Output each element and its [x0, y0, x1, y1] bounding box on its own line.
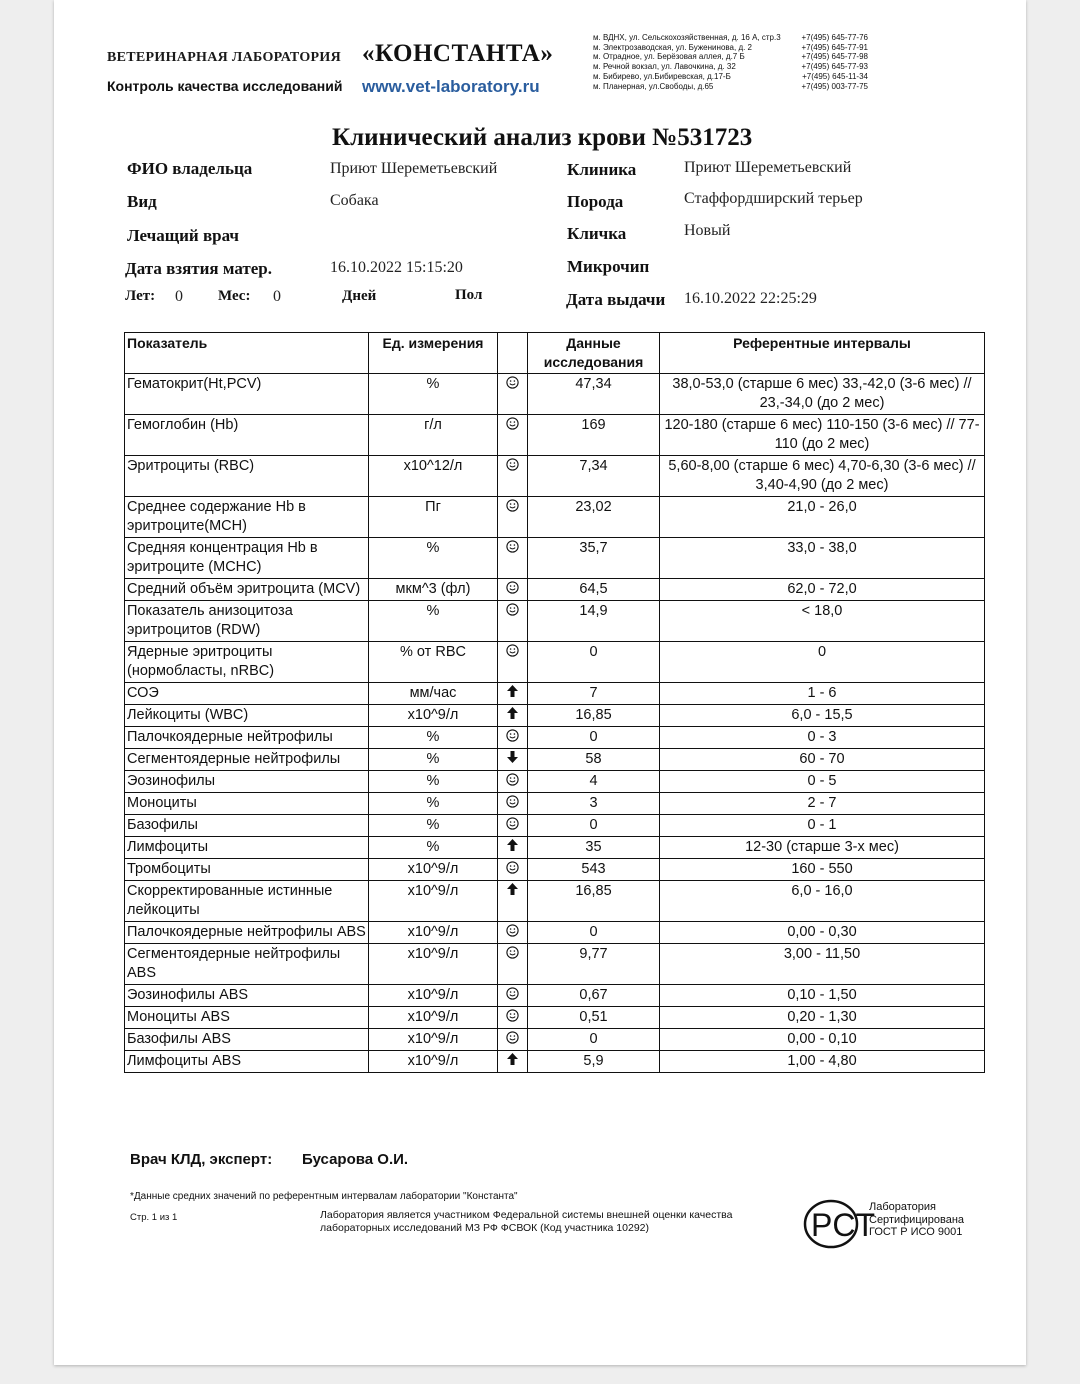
table-row: [125, 683, 985, 705]
reference-interval: 160 - 550: [660, 859, 985, 881]
reference-interval: 0 - 5: [660, 771, 985, 793]
reference-interval: 2 - 7: [660, 793, 985, 815]
indicator-name: Ядерные эритроциты (нормобласты, nRBC): [125, 642, 369, 683]
smiley-icon: [506, 730, 519, 745]
address-phone: +7(495) 003-77-75: [801, 81, 868, 91]
smiley-icon: [506, 818, 519, 833]
result-flag: [498, 538, 528, 579]
indicator-unit: x10^9/л: [369, 705, 498, 727]
indicator-name: Лейкоциты (WBC): [125, 705, 369, 727]
indicator-name: Скорректированные истинные лейкоциты: [125, 881, 369, 922]
result-value: 64,5: [528, 579, 660, 601]
table-row: [125, 456, 985, 497]
indicator-name: Палочкоядерные нейтрофилы: [125, 727, 369, 749]
lab-subtitle: Контроль качества исследований: [107, 78, 343, 94]
result-value: 16,85: [528, 881, 660, 922]
result-flag: [498, 374, 528, 415]
address-text: м. ВДНХ, ул. Сельскохозяйственная, д. 16 А, стр.3: [593, 33, 781, 42]
reference-interval: 0 - 1: [660, 815, 985, 837]
indicator-unit: Пг: [369, 497, 498, 538]
reference-interval: < 18,0: [660, 601, 985, 642]
indicator-unit: г/л: [369, 415, 498, 456]
header-indicator: Показатель: [125, 333, 369, 374]
certification-text: Лаборатория Сертифицирована ГОСТ Р ИСО 9001: [869, 1201, 965, 1238]
result-value: 58: [528, 749, 660, 771]
result-value: 23,02: [528, 497, 660, 538]
result-flag: [498, 1007, 528, 1029]
smiley-icon: [506, 862, 519, 877]
years-value: 0: [175, 288, 183, 305]
reference-interval: 33,0 - 38,0: [660, 538, 985, 579]
table-row: [125, 749, 985, 771]
indicator-unit: мм/час: [369, 683, 498, 705]
result-flag: [498, 642, 528, 683]
smiley-icon: [506, 377, 519, 392]
table-row: [125, 705, 985, 727]
reference-interval: 6,0 - 16,0: [660, 881, 985, 922]
indicator-unit: %: [369, 727, 498, 749]
address-text: м. Электрозаводская, ул. Буженинова, д. 2: [593, 42, 753, 52]
fsvok-note: Лаборатория является участником Федеральной системы внешней оценки качества лабораторных исследований МЗ РФ ФСВОК (Код участника 10292): [320, 1209, 733, 1234]
result-flag: [498, 749, 528, 771]
result-flag: [498, 579, 528, 601]
indicator-name: Палочкоядерные нейтрофилы ABS: [125, 922, 369, 944]
smiley-icon: [506, 1032, 519, 1047]
result-value: 5,9: [528, 1051, 660, 1073]
result-flag: [498, 727, 528, 749]
reference-interval: 12-30 (старше 3-х мес): [660, 837, 985, 859]
arrow-up-icon: [506, 708, 519, 723]
indicator-unit: мкм^3 (фл): [369, 579, 498, 601]
clinic-value: Приют Шереметьевский: [684, 159, 852, 176]
smiley-icon: [506, 645, 519, 660]
page-number: Стр. 1 из 1: [130, 1212, 178, 1223]
owner-label: ФИО владельца: [127, 159, 253, 178]
address-text: м. Отрадное, ул. Берёзовая аллея, д.7 Б: [593, 52, 745, 62]
indicator-unit: x10^9/л: [369, 985, 498, 1007]
indicator-name: Эозинофилы: [125, 771, 369, 793]
sex-label: Пол: [455, 287, 483, 303]
address-row: [593, 33, 868, 43]
indicator-name: Средняя концентрация Hb в эритроците (MCHC): [125, 538, 369, 579]
indicator-name: СОЭ: [125, 683, 369, 705]
address-row: [593, 82, 868, 92]
species-value: Собака: [330, 192, 379, 209]
reference-interval: 0,20 - 1,30: [660, 1007, 985, 1029]
breed-label: Порода: [567, 192, 624, 211]
expert-label: Врач КЛД, эксперт:: [130, 1151, 273, 1168]
address-row: [593, 52, 868, 62]
reference-interval: 21,0 - 26,0: [660, 497, 985, 538]
indicator-name: Эозинофилы ABS: [125, 985, 369, 1007]
certification-logo-icon: [803, 1199, 875, 1249]
indicator-unit: x10^9/л: [369, 1007, 498, 1029]
result-value: 543: [528, 859, 660, 881]
indicator-unit: %: [369, 837, 498, 859]
result-value: 0,51: [528, 1007, 660, 1029]
address-row: [593, 72, 868, 82]
months-label: Мес:: [218, 288, 251, 304]
result-value: 3: [528, 793, 660, 815]
nickname-value: Новый: [684, 222, 731, 239]
table-row: [125, 1007, 985, 1029]
indicator-name: Лимфоциты: [125, 837, 369, 859]
result-value: 35: [528, 837, 660, 859]
species-label: Вид: [127, 192, 157, 211]
result-value: 0: [528, 922, 660, 944]
result-flag: [498, 793, 528, 815]
result-flag: [498, 1051, 528, 1073]
header-reference: Референтные интервалы: [660, 333, 985, 374]
indicator-name: Средний объём эритроцита (MCV): [125, 579, 369, 601]
attending-doctor-label: Лечащий врач: [127, 226, 239, 245]
result-value: 16,85: [528, 705, 660, 727]
indicator-name: Сегментоядерные нейтрофилы: [125, 749, 369, 771]
sample-date-value: 16.10.2022 15:15:20: [330, 259, 463, 276]
arrow-up-icon: [506, 1054, 519, 1069]
document-title: Клинический анализ крови №531723: [332, 124, 753, 151]
table-row: [125, 415, 985, 456]
reference-interval: 0 - 3: [660, 727, 985, 749]
indicator-unit: %: [369, 538, 498, 579]
header-flag: [498, 333, 528, 374]
result-flag: [498, 456, 528, 497]
reference-interval: 60 - 70: [660, 749, 985, 771]
result-value: 4: [528, 771, 660, 793]
owner-value: Приют Шереметьевский: [330, 160, 498, 177]
indicator-name: Базофилы: [125, 815, 369, 837]
result-value: 9,77: [528, 944, 660, 985]
smiley-icon: [506, 947, 519, 962]
result-flag: [498, 415, 528, 456]
lab-brand: «КОНСТАНТА»: [362, 40, 554, 67]
reference-interval: 0,00 - 0,10: [660, 1029, 985, 1051]
result-flag: [498, 837, 528, 859]
result-value: 14,9: [528, 601, 660, 642]
address-phone: +7(495) 645-77-76: [801, 33, 868, 42]
indicator-name: Гемоглобин (Hb): [125, 415, 369, 456]
smiley-icon: [506, 774, 519, 789]
result-value: 35,7: [528, 538, 660, 579]
table-row: [125, 1051, 985, 1073]
microchip-label: Микрочип: [567, 257, 650, 276]
indicator-unit: %: [369, 374, 498, 415]
table-row: [125, 922, 985, 944]
indicator-name: Лимфоциты ABS: [125, 1051, 369, 1073]
table-row: [125, 538, 985, 579]
smiley-icon: [506, 925, 519, 940]
result-value: 169: [528, 415, 660, 456]
reference-interval: 0: [660, 642, 985, 683]
indicator-name: Сегментоядерные нейтрофилы ABS: [125, 944, 369, 985]
table-row: [125, 642, 985, 683]
result-flag: [498, 683, 528, 705]
address-text: м. Планерная, ул.Свободы, д.65: [593, 81, 714, 91]
nickname-label: Кличка: [567, 224, 627, 243]
indicator-name: Базофилы ABS: [125, 1029, 369, 1051]
table-row: [125, 837, 985, 859]
smiley-icon: [506, 1010, 519, 1025]
smiley-icon: [506, 988, 519, 1003]
address-text: м. Речной вокзал, ул. Лавочкина, д. 32: [593, 62, 736, 72]
indicator-unit: %: [369, 749, 498, 771]
footnote: *Данные средних значений по референтным интервалам лаборатории "Константа": [130, 1191, 518, 1202]
table-row: [125, 881, 985, 922]
table-row: [125, 579, 985, 601]
lab-website-link[interactable]: www.vet-laboratory.ru: [362, 77, 540, 96]
result-flag: [498, 497, 528, 538]
table-row: [125, 1029, 985, 1051]
indicator-name: Тромбоциты: [125, 859, 369, 881]
table-row: [125, 497, 985, 538]
indicator-name: Среднее содержание Hb в эритроците(MCH): [125, 497, 369, 538]
result-flag: [498, 944, 528, 985]
indicator-unit: x10^12/л: [369, 456, 498, 497]
table-row: [125, 601, 985, 642]
lab-addresses: [593, 33, 868, 91]
expert-name: Бусарова О.И.: [302, 1151, 409, 1168]
address-row: [593, 62, 868, 72]
reference-interval: 3,00 - 11,50: [660, 944, 985, 985]
indicator-name: Моноциты: [125, 793, 369, 815]
indicator-unit: %: [369, 771, 498, 793]
arrow-down-icon: [506, 752, 519, 767]
indicator-unit: x10^9/л: [369, 944, 498, 985]
table-row: [125, 944, 985, 985]
reference-interval: 38,0-53,0 (старше 6 мес) 33,-42,0 (3-6 мес) // 23,-34,0 (до 2 мес): [660, 374, 985, 415]
cert-logo-letters: PCT: [811, 1207, 875, 1243]
result-value: 0: [528, 727, 660, 749]
indicator-unit: x10^9/л: [369, 881, 498, 922]
result-flag: [498, 705, 528, 727]
table-row: [125, 727, 985, 749]
result-flag: [498, 771, 528, 793]
result-value: 0,67: [528, 985, 660, 1007]
smiley-icon: [506, 541, 519, 556]
address-phone: +7(495) 645-11-34: [802, 71, 868, 81]
days-label: Дней: [342, 288, 377, 304]
sample-date-label: Дата взятия матер.: [125, 259, 272, 278]
result-flag: [498, 1029, 528, 1051]
reference-interval: 62,0 - 72,0: [660, 579, 985, 601]
result-flag: [498, 815, 528, 837]
reference-interval: 0,00 - 0,30: [660, 922, 985, 944]
reference-interval: 1 - 6: [660, 683, 985, 705]
table-row: [125, 859, 985, 881]
table-row: [125, 374, 985, 415]
smiley-icon: [506, 604, 519, 619]
result-value: 7,34: [528, 456, 660, 497]
indicator-unit: % от RBC: [369, 642, 498, 683]
arrow-up-icon: [506, 686, 519, 701]
table-row: [125, 815, 985, 837]
indicator-unit: x10^9/л: [369, 922, 498, 944]
address-phone: +7(495) 645-77-93: [801, 62, 868, 72]
table-row: [125, 985, 985, 1007]
indicator-unit: x10^9/л: [369, 1051, 498, 1073]
result-value: 0: [528, 815, 660, 837]
results-table: [124, 332, 985, 1073]
indicator-unit: %: [369, 815, 498, 837]
result-flag: [498, 859, 528, 881]
indicator-unit: x10^9/л: [369, 1029, 498, 1051]
issue-date-label: Дата выдачи: [566, 290, 666, 309]
result-value: 0: [528, 642, 660, 683]
address-phone: +7(495) 645-77-91: [801, 42, 868, 52]
smiley-icon: [506, 418, 519, 433]
result-value: 0: [528, 1029, 660, 1051]
indicator-name: Показатель анизоцитоза эритроцитов (RDW): [125, 601, 369, 642]
table-row: [125, 771, 985, 793]
reference-interval: 5,60-8,00 (старше 6 мес) 4,70-6,30 (3-6 мес) // 3,40-4,90 (до 2 мес): [660, 456, 985, 497]
result-flag: [498, 601, 528, 642]
indicator-name: Гематокрит(Ht,PCV): [125, 374, 369, 415]
years-label: Лет:: [125, 288, 156, 304]
address-row: [593, 43, 868, 53]
breed-value: Стаффордширский терьер: [684, 190, 863, 207]
result-value: 47,34: [528, 374, 660, 415]
smiley-icon: [506, 459, 519, 474]
result-flag: [498, 881, 528, 922]
lab-name: ВЕТЕРИНАРНАЯ ЛАБОРАТОРИЯ: [107, 50, 341, 65]
address-phone: +7(495) 645-77-98: [801, 52, 868, 62]
address-text: м. Бибирево, ул.Бибиревская, д.17-Б: [593, 71, 731, 81]
result-value: 7: [528, 683, 660, 705]
table-row: [125, 793, 985, 815]
months-value: 0: [273, 288, 281, 305]
arrow-up-icon: [506, 884, 519, 899]
issue-date-value: 16.10.2022 22:25:29: [684, 290, 817, 307]
reference-interval: 1,00 - 4,80: [660, 1051, 985, 1073]
header-unit: Ед. измерения: [369, 333, 498, 374]
smiley-icon: [506, 796, 519, 811]
smiley-icon: [506, 582, 519, 597]
indicator-unit: %: [369, 793, 498, 815]
indicator-name: Эритроциты (RBC): [125, 456, 369, 497]
reference-interval: 6,0 - 15,5: [660, 705, 985, 727]
indicator-unit: x10^9/л: [369, 859, 498, 881]
reference-interval: 120-180 (старше 6 мес) 110-150 (3-6 мес) // 77-110 (до 2 мес): [660, 415, 985, 456]
indicator-unit: %: [369, 601, 498, 642]
arrow-up-icon: [506, 840, 519, 855]
table-header-row: [125, 333, 985, 374]
result-flag: [498, 985, 528, 1007]
reference-interval: 0,10 - 1,50: [660, 985, 985, 1007]
clinic-label: Клиника: [567, 160, 637, 179]
indicator-name: Моноциты ABS: [125, 1007, 369, 1029]
result-flag: [498, 922, 528, 944]
header-result: Данные исследования: [528, 333, 660, 374]
smiley-icon: [506, 500, 519, 515]
